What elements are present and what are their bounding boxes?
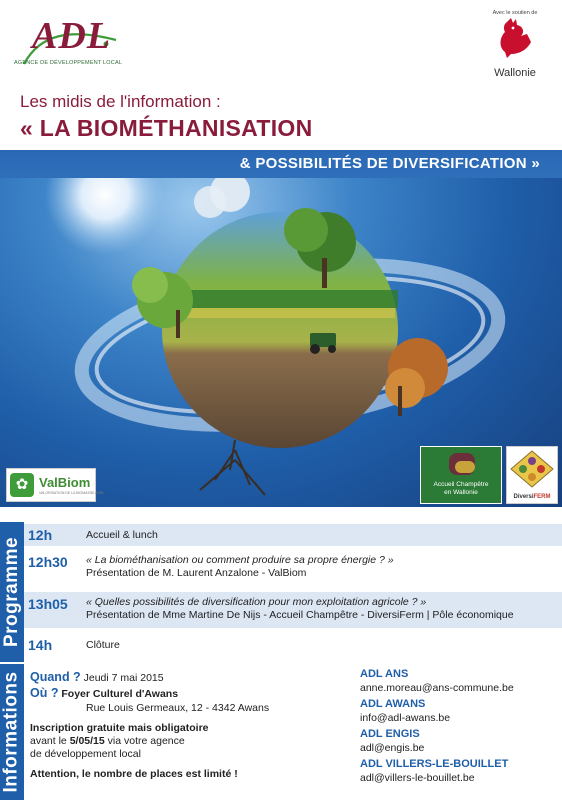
contact-name: ADL AWANS: [360, 698, 426, 710]
contact-name: ADL ENGIS: [360, 728, 420, 740]
diversiferm-prefix: Diversi: [513, 494, 534, 500]
rooster-icon: [493, 16, 537, 60]
support-text: Avec le soutien de: [492, 10, 538, 16]
programme-item: [24, 634, 562, 656]
places-warning: Attention, le nombre de places est limité !: [30, 768, 238, 780]
diversiferm-suffix: FERM: [533, 494, 551, 500]
accueil-line-2: en Wallonie: [444, 489, 478, 496]
programme-item: [24, 592, 562, 628]
informations-label: Informations: [1, 671, 22, 793]
valbiom-tagline: VALORISATION DE LA BIOMASSE ASBL: [39, 491, 105, 495]
registration-text: Inscription gratuite mais obligatoire: [30, 722, 209, 734]
programme-item: [24, 552, 562, 586]
leaf-icon: ✿: [10, 473, 34, 497]
contact-name: ADL VILLERS-LE-BOUILLET: [360, 758, 509, 770]
registration-before: avant le: [30, 735, 67, 747]
programme-text: Accueil & lunch: [86, 529, 158, 541]
programme-time: 12h30: [28, 554, 68, 570]
adl-logo-subtitle: AGENCE DE DÉVELOPPEMENT LOCAL: [14, 60, 123, 66]
adl-logo-text: ADL: [32, 15, 111, 57]
diversiferm-emblem-icon: [507, 449, 557, 489]
contact-email[interactable]: info@adl-awans.be: [360, 712, 451, 724]
adl-logo: [14, 14, 123, 70]
title-line-1: Les midis de l'information :: [20, 92, 221, 111]
header: [0, 0, 562, 150]
hero-image: [0, 150, 562, 507]
programme-time: 12h: [28, 527, 53, 543]
event-date: Jeudi 7 mai 2015: [83, 672, 164, 684]
contact-email[interactable]: adl@villers-le-bouillet.be: [360, 772, 475, 784]
contact-name: ADL ANS: [360, 668, 409, 680]
registration-after: via votre agence: [107, 735, 185, 747]
registration-line-3: de développement local: [30, 748, 141, 760]
when-label: Quand ?: [30, 670, 81, 684]
informations-side-label: [0, 664, 24, 800]
event-venue: Foyer Culturel d'Awans: [61, 688, 179, 700]
programme-speaker: Présentation de Mme Martine De Nijs - Accueil Champêtre - DiversiFerm | Pôle économique: [86, 609, 514, 621]
title-line-2: « LA BIOMÉTHANISATION: [20, 115, 313, 141]
region-name: Wallonie: [494, 67, 536, 79]
programme-talk-title: « La biométhanisation ou comment produire sa propre énergie ? »: [86, 554, 394, 566]
programme-side-label: [0, 522, 24, 662]
contact-email[interactable]: adl@engis.be: [360, 742, 425, 754]
programme-item: [24, 524, 562, 546]
where-label: Où ?: [30, 686, 59, 700]
programme-talk-title: « Quelles possibilités de diversification pour mon exploitation agricole ? »: [86, 596, 427, 608]
wallonie-logo: [480, 10, 550, 79]
programme-label: Programme: [1, 536, 23, 648]
programme-speaker: Présentation de M. Laurent Anzalone - ValBiom: [86, 567, 307, 579]
subtitle: & POSSIBILITÉS DE DIVERSIFICATION »: [239, 155, 540, 172]
accueil-line-1: Accueil Champêtre: [433, 481, 489, 488]
programme-time: 14h: [28, 637, 53, 653]
valbiom-name: ValBiom: [39, 475, 91, 490]
diversiferm-logo: [506, 446, 558, 504]
contact-email[interactable]: anne.moreau@ans-commune.be: [360, 682, 514, 694]
event-address: Rue Louis Germeaux, 12 - 4342 Awans: [86, 702, 270, 714]
valbiom-logo: [6, 468, 105, 502]
subtitle-bar: [0, 150, 562, 178]
registration-date: 5/05/15: [69, 735, 105, 747]
programme-time: 13h05: [28, 596, 68, 612]
accueil-champetre-logo: [420, 446, 502, 504]
programme-text: Clôture: [86, 639, 120, 651]
